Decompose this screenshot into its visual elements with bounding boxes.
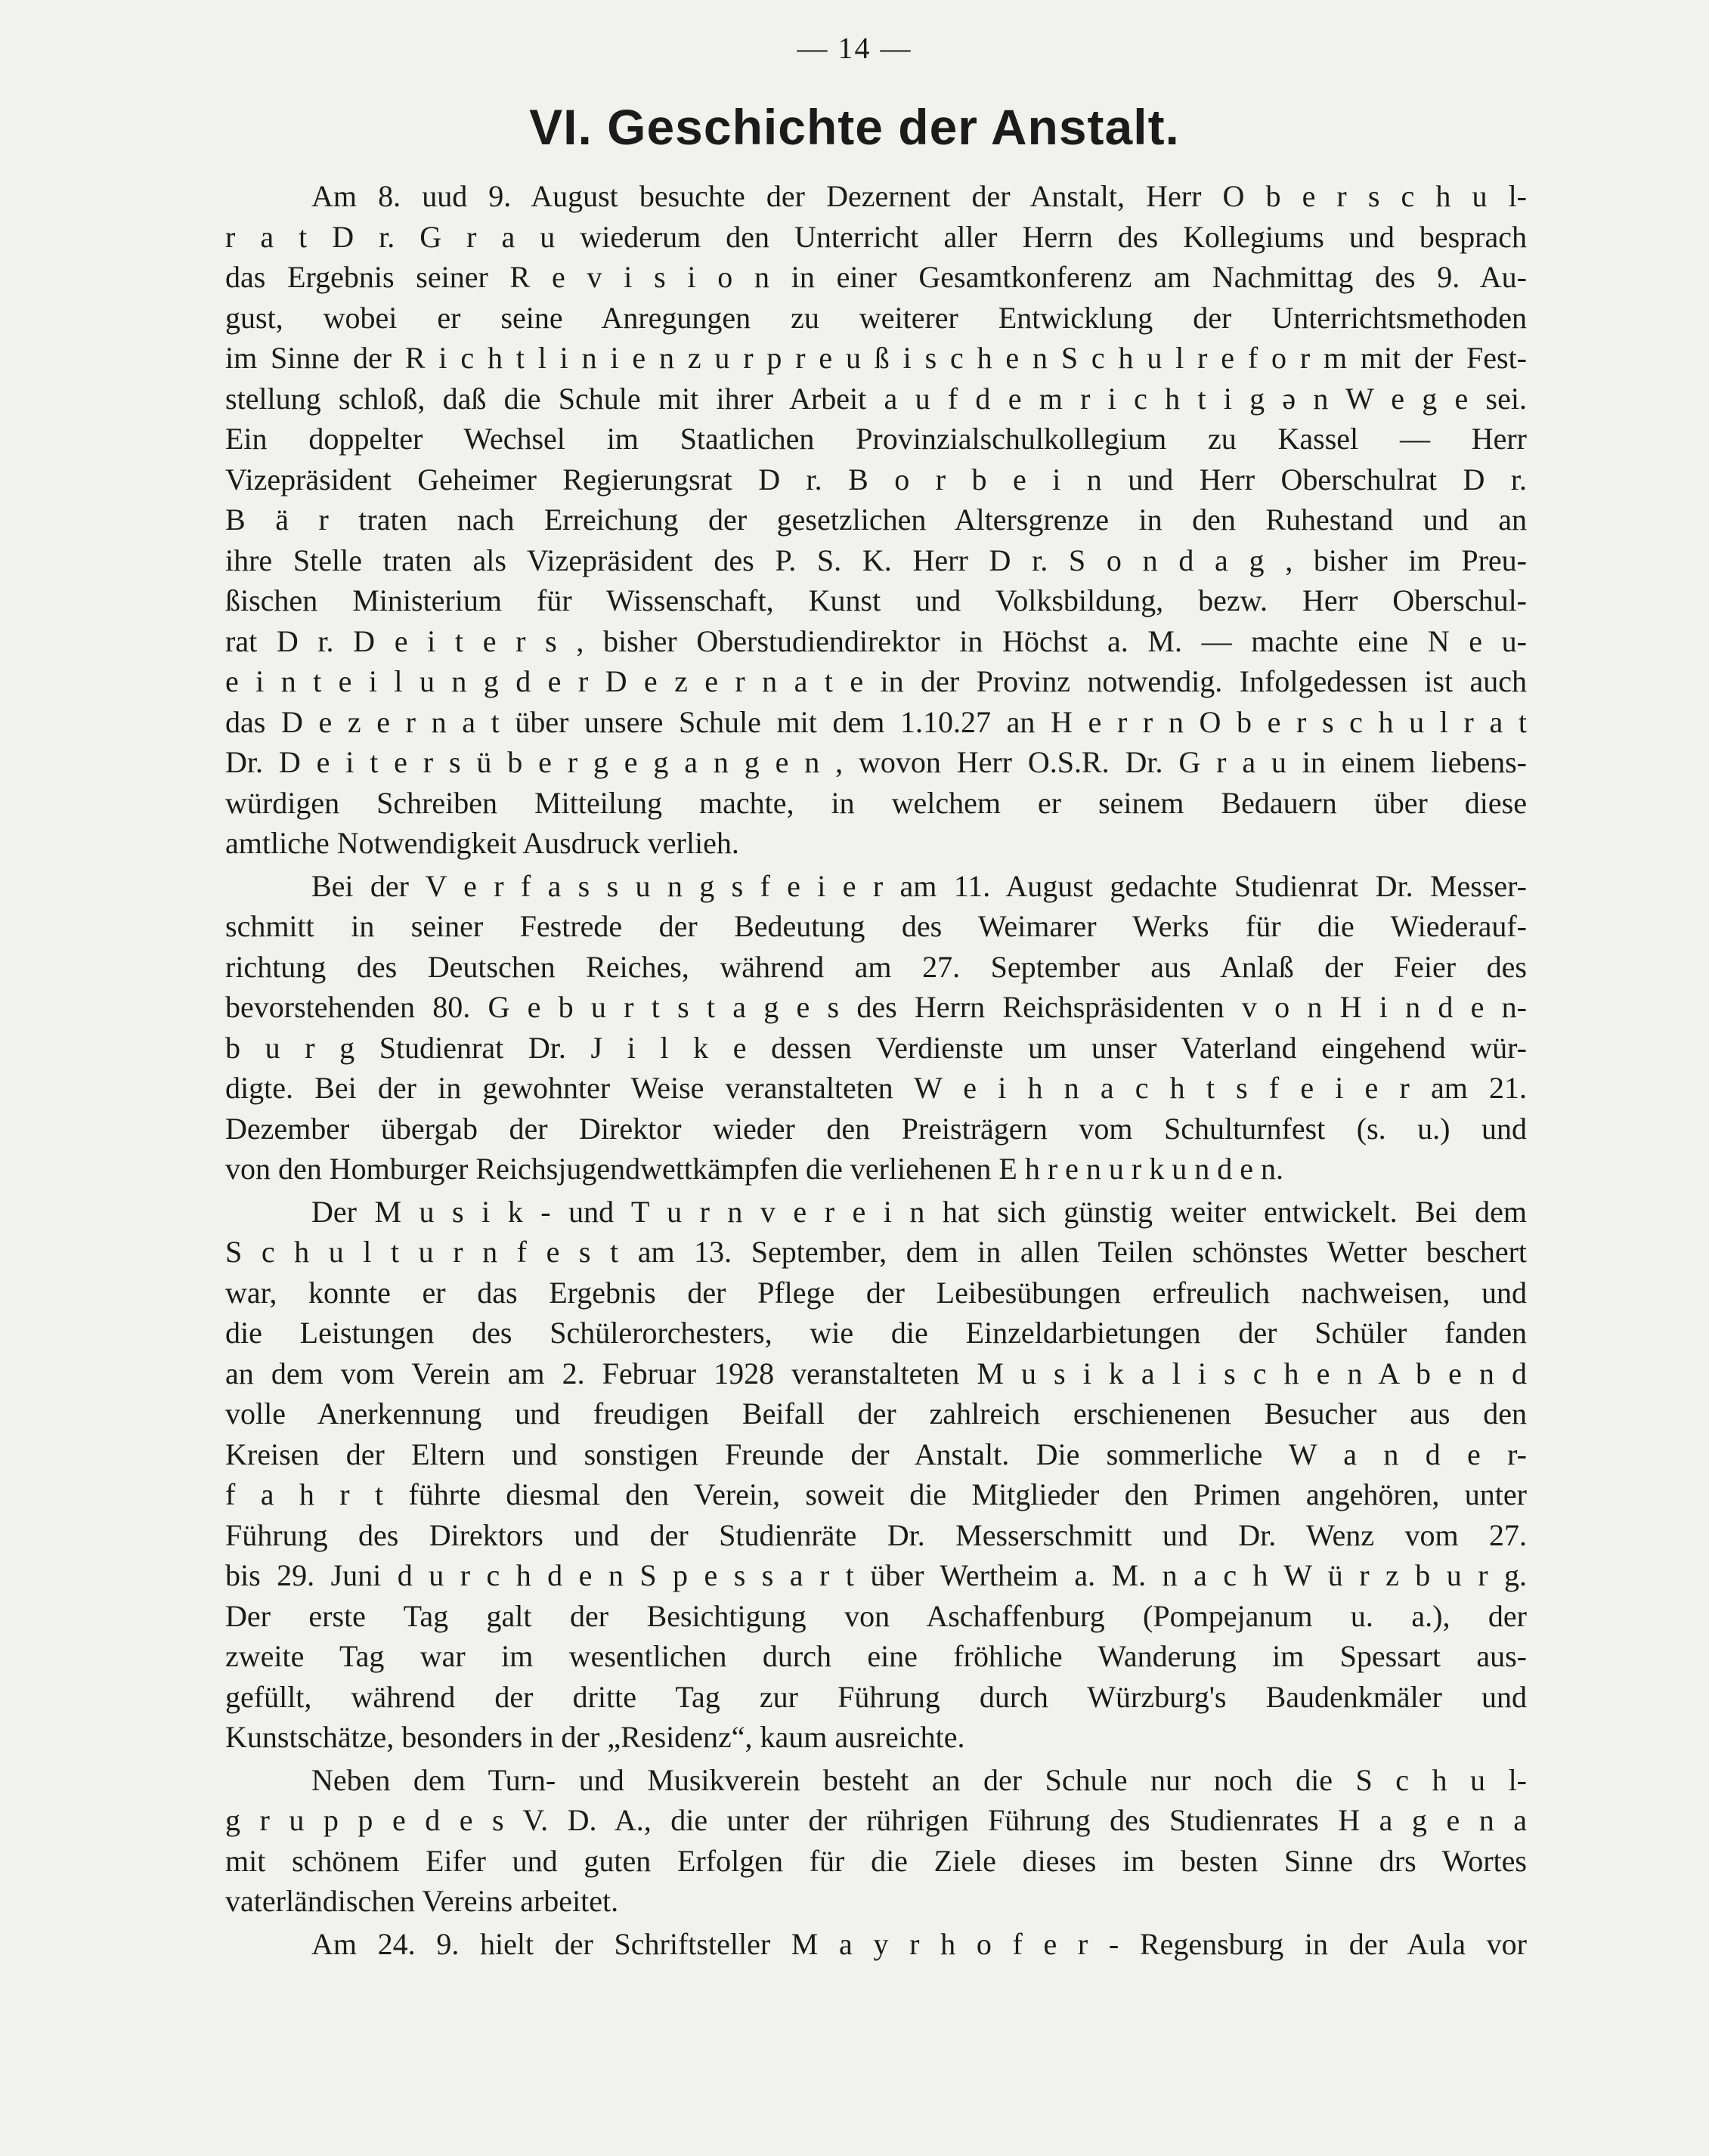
text-line: schmitt in seiner Festrede der Bedeutung des Weimarer Werks für die Wiederauf- <box>225 909 1527 943</box>
text-line: mit schönem Eifer und guten Erfolgen für die Ziele dieses im besten Sinne drs Wortes <box>225 1843 1527 1878</box>
text-line: im Sinne der R i c h t l i n i e n z u r p r e u ß i s c h e n S c h u l r e f o r m mit der Fest- <box>225 341 1527 375</box>
text-line: gust, wobei er seine Anregungen zu weiterer Entwicklung der Unterrichtsmethoden <box>225 300 1527 335</box>
text-line: volle Anerkennung und freudigen Beifall der zahlreich erschienenen Besucher aus den <box>225 1397 1527 1431</box>
text-line: ihre Stelle traten als Vizepräsident des P. S. K. Herr D r. S o n d a g , bisher im Preu- <box>225 543 1527 577</box>
text-line: war, konnte er das Ergebnis der Pflege der Leibesübungen erfreulich nachweisen, und <box>225 1275 1527 1310</box>
text-line: e i n t e i l u n g d e r D e z e r n a t e in der Provinz notwendig. Infolgedessen ist auch <box>225 664 1527 698</box>
text-line: b u r g Studienrat Dr. J i l k e dessen Verdienste um unser Vaterland eingehend wür- <box>225 1030 1527 1065</box>
text-line: r a t D r. G r a u wiederum den Unterricht aller Herrn des Kollegiums und besprach <box>225 219 1527 254</box>
text-line: zweite Tag war im wesentlichen durch eine fröhliche Wanderung im Spessart aus- <box>225 1639 1527 1673</box>
text-line: Dr. D e i t e r s ü b e r g e g a n g e n , wovon Herr O.S.R. Dr. G r a u in einem liebens- <box>225 745 1527 779</box>
paragraph-vda-group <box>225 1760 1527 1922</box>
text-line: bevorstehenden 80. G e b u r t s t a g e s des Herrn Reichspräsidenten v o n H i n d e n- <box>225 990 1527 1024</box>
text-line: stellung schloß, daß die Schule mit ihrer Arbeit a u f d e m r i c h t i g ə n W e g e sei. <box>225 381 1527 416</box>
body-text <box>225 176 1527 1966</box>
text-line: richtung des Deutschen Reiches, während am 27. September aus Anlaß der Feier des <box>225 949 1527 984</box>
text-line: vaterländischen Vereins arbeitet. <box>225 1884 619 1918</box>
text-line: Neben dem Turn- und Musikverein besteht an der Schule nur noch die S c h u l- <box>311 1762 1527 1797</box>
paragraph-clubs <box>225 1192 1527 1758</box>
text-line: Der M u s i k - und T u r n v e r e i n hat sich günstig weiter entwickelt. Bei dem <box>311 1194 1527 1229</box>
paragraph-celebrations <box>225 866 1527 1189</box>
text-line: würdigen Schreiben Mitteilung machte, in welchem er seinem Bedauern über diese <box>225 785 1527 820</box>
paragraph-inspection <box>225 176 1527 864</box>
text-line: B ä r traten nach Erreichung der gesetzlichen Altersgrenze in den Ruhestand und an <box>225 503 1527 537</box>
text-line: Am 8. uud 9. August besuchte der Dezernent der Anstalt, Herr O b e r s c h u l- <box>311 179 1527 213</box>
text-line: das D e z e r n a t über unsere Schule mit dem 1.10.27 an H e r r n O b e r s c h u l r a t <box>225 704 1527 739</box>
text-line: das Ergebnis seiner R e v i s i o n in einer Gesamtkonferenz am Nachmittag des 9. Au- <box>225 260 1527 294</box>
text-line: an dem vom Verein am 2. Februar 1928 veranstalteten M u s i k a l i s c h e n A b e n d <box>225 1356 1527 1390</box>
text-line: amtliche Notwendigkeit Ausdruck verlieh. <box>225 826 739 860</box>
text-line: g r u p p e d e s V. D. A., die unter der rührigen Führung des Studienrates H a g e n a <box>225 1803 1527 1837</box>
text-line: S c h u l t u r n f e s t am 13. September, dem in allen Teilen schönstes Wetter beschert <box>225 1235 1527 1269</box>
text-line: Der erste Tag galt der Besichtigung von Aschaffenburg (Pompejanum u. a.), der <box>225 1598 1527 1633</box>
text-line: digte. Bei der in gewohnter Weise veranstalteten W e i h n a c h t s f e i e r am 21. <box>225 1071 1527 1105</box>
text-line: f a h r t führte diesmal den Verein, soweit die Mitglieder den Primen angehören, unter <box>225 1477 1527 1511</box>
text-line: ßischen Ministerium für Wissenschaft, Kunst und Volksbildung, bezw. Herr Oberschul- <box>225 583 1527 617</box>
text-line: Dezember übergab der Direktor wieder den Preisträgern vom Schulturnfest (s. u.) und <box>225 1111 1527 1146</box>
text-line: Führung des Direktors und der Studienräte Dr. Messerschmitt und Dr. Wenz vom 27. <box>225 1517 1527 1552</box>
text-line: Ein doppelter Wechsel im Staatlichen Provinzialschulkollegium zu Kassel — Herr <box>225 422 1527 456</box>
text-line: von den Homburger Reichsjugendwettkämpfen die verliehenen E h r e n u r k u n d e n. <box>225 1152 1283 1186</box>
paragraph-lecture <box>225 1924 1527 1965</box>
text-line: Kreisen der Eltern und sonstigen Freunde der Anstalt. Die sommerliche W a n d e r- <box>225 1437 1527 1471</box>
text-line: rat D r. D e i t e r s , bisher Oberstudiendirektor in Höchst a. M. — machte eine N e u- <box>225 623 1527 658</box>
text-line: gefüllt, während der dritte Tag zur Führung durch Würzburg's Baudenkmäler und <box>225 1679 1527 1714</box>
page-number: — 14 — <box>797 31 912 65</box>
text-line: Kunstschätze, besonders in der „Residenz“, kaum ausreichte. <box>225 1720 965 1754</box>
section-heading: VI. Geschichte der Anstalt. <box>529 99 1180 155</box>
text-line: die Leistungen des Schülerorchesters, wie die Einzeldarbietungen der Schüler fanden <box>225 1316 1527 1350</box>
text-line: Bei der V e r f a s s u n g s f e i e r am 11. August gedachte Studienrat Dr. Messer- <box>311 868 1527 903</box>
text-line: Am 24. 9. hielt der Schriftsteller M a y r h o f e r - Regensburg in der Aula vor <box>311 1926 1527 1961</box>
text-line: bis 29. Juni d u r c h d e n S p e s s a r t über Wertheim a. M. n a c h W ü r z b u r g. <box>225 1558 1527 1592</box>
text-line: Vizepräsident Geheimer Regierungsrat D r. B o r b e i n und Herr Oberschulrat D r. <box>225 462 1527 496</box>
